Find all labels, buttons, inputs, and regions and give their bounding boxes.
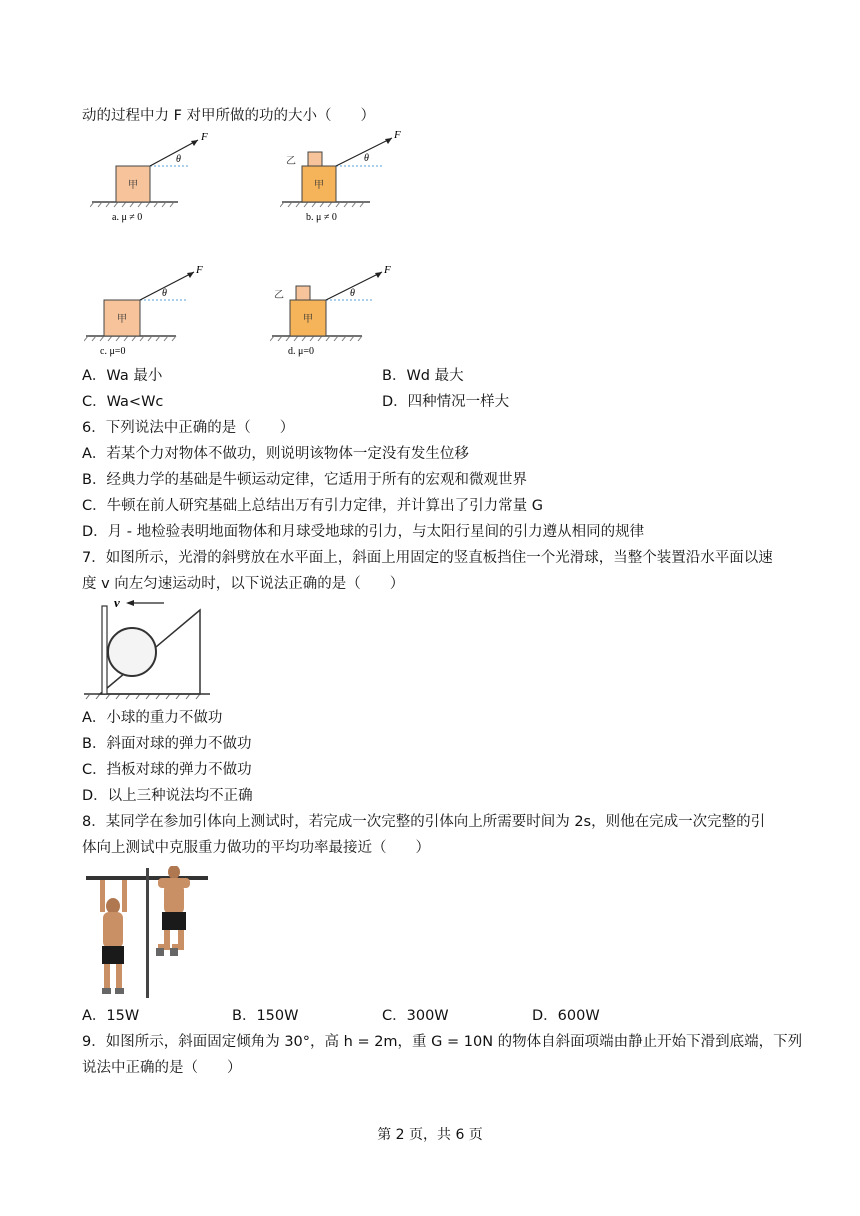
block-label: 甲 [117, 314, 127, 325]
block-label: 甲 [314, 180, 324, 191]
q5-stem: 动的过程中力 F 对甲所做的功的大小（ ） [82, 108, 376, 124]
angle-label: θ [350, 288, 355, 299]
force-label: F [196, 264, 203, 276]
person-hanging [100, 880, 127, 994]
arrow-left-icon [126, 600, 134, 606]
angle-label: θ [364, 153, 369, 164]
caption-c: c. μ=0 [100, 346, 126, 357]
smooth-ball [108, 628, 156, 676]
top-block-label: 乙 [274, 290, 284, 301]
q6-option-d: D．月 - 地检验表明地面物体和月球受地球的引力，与太阳行星间的引力遵从相同的规律 [82, 524, 645, 540]
caption-d: d. μ=0 [288, 346, 315, 357]
q8-stem-line1: 8．某同学在参加引体向上测试时，若完成一次完整的引体向上所需要时间为 2s，则他在完成一次完整的引 [82, 814, 766, 830]
q7-option-d: D．以上三种说法均不正确 [82, 788, 253, 804]
q9-stem-line1: 9．如图所示，斜面固定倾角为 30°，高 h = 2m，重 G = 10N 的物体自斜面项端由静止开始下滑到底端，下列 [82, 1034, 803, 1050]
q7-option-a: A．小球的重力不做功 [82, 710, 223, 726]
velocity-label: v [114, 596, 120, 610]
q5-option-b: B．Wd 最大 [382, 368, 464, 384]
q6-option-a: A．若某个力对物体不做功，则说明该物体一定没有发生位移 [82, 446, 469, 462]
ground-hatch [90, 202, 178, 207]
figure-b [280, 128, 410, 226]
q6-option-c: C．牛顿在前人研究基础上总结出万有引力定律，并计算出了引力常量 G [82, 498, 543, 514]
page-footer: 第 2 页，共 6 页 [377, 1127, 483, 1143]
q6-option-b: B．经典力学的基础是牛顿运动定律，它适用于所有的宏观和微观世界 [82, 472, 527, 488]
figure-c [84, 262, 214, 360]
q6-stem: 6．下列说法中正确的是（ ） [82, 420, 295, 436]
caption-b: b. μ ≠ 0 [306, 212, 337, 223]
person-pulled-up [156, 866, 190, 956]
q5-option-c: C．Wa<Wc [82, 394, 164, 410]
q5-option-d: D．四种情况一样大 [382, 394, 510, 410]
q7-option-b: B．斜面对球的弹力不做功 [82, 736, 252, 752]
force-label: F [384, 264, 391, 276]
q8-stem-line2: 体向上测试中克服重力做功的平均功率最接近（ ） [82, 840, 430, 856]
figure-a [90, 128, 210, 226]
q8-option-c: C．300W [382, 1008, 449, 1024]
block-label: 甲 [128, 180, 138, 191]
incline-figure [84, 596, 214, 700]
q5-option-a: A．Wa 最小 [82, 368, 163, 384]
q7-option-c: C．挡板对球的弹力不做功 [82, 762, 252, 778]
top-block-label: 乙 [286, 156, 296, 167]
force-label: F [201, 131, 208, 143]
figure-d [270, 262, 400, 360]
block-yi [296, 286, 310, 300]
q8-option-d: D．600W [532, 1008, 600, 1024]
pullup-photo [86, 866, 210, 1000]
baffle-plate [102, 606, 107, 694]
q7-stem-line1: 7．如图所示，光滑的斜劈放在水平面上，斜面上用固定的竖直板挡住一个光滑球，当整个装置沿水平面以速 [82, 550, 773, 566]
q8-option-a: A．15W [82, 1008, 140, 1024]
angle-label: θ [176, 154, 181, 165]
block-label: 甲 [303, 314, 313, 325]
block-yi [308, 152, 322, 166]
angle-label: θ [162, 288, 167, 299]
q9-stem-line2: 说法中正确的是（ ） [82, 1060, 242, 1076]
caption-a: a. μ ≠ 0 [112, 212, 143, 223]
force-label: F [394, 129, 401, 141]
q8-option-b: B．150W [232, 1008, 299, 1024]
q7-stem-line2: 度 v 向左匀速运动时，以下说法正确的是（ ） [82, 576, 405, 592]
